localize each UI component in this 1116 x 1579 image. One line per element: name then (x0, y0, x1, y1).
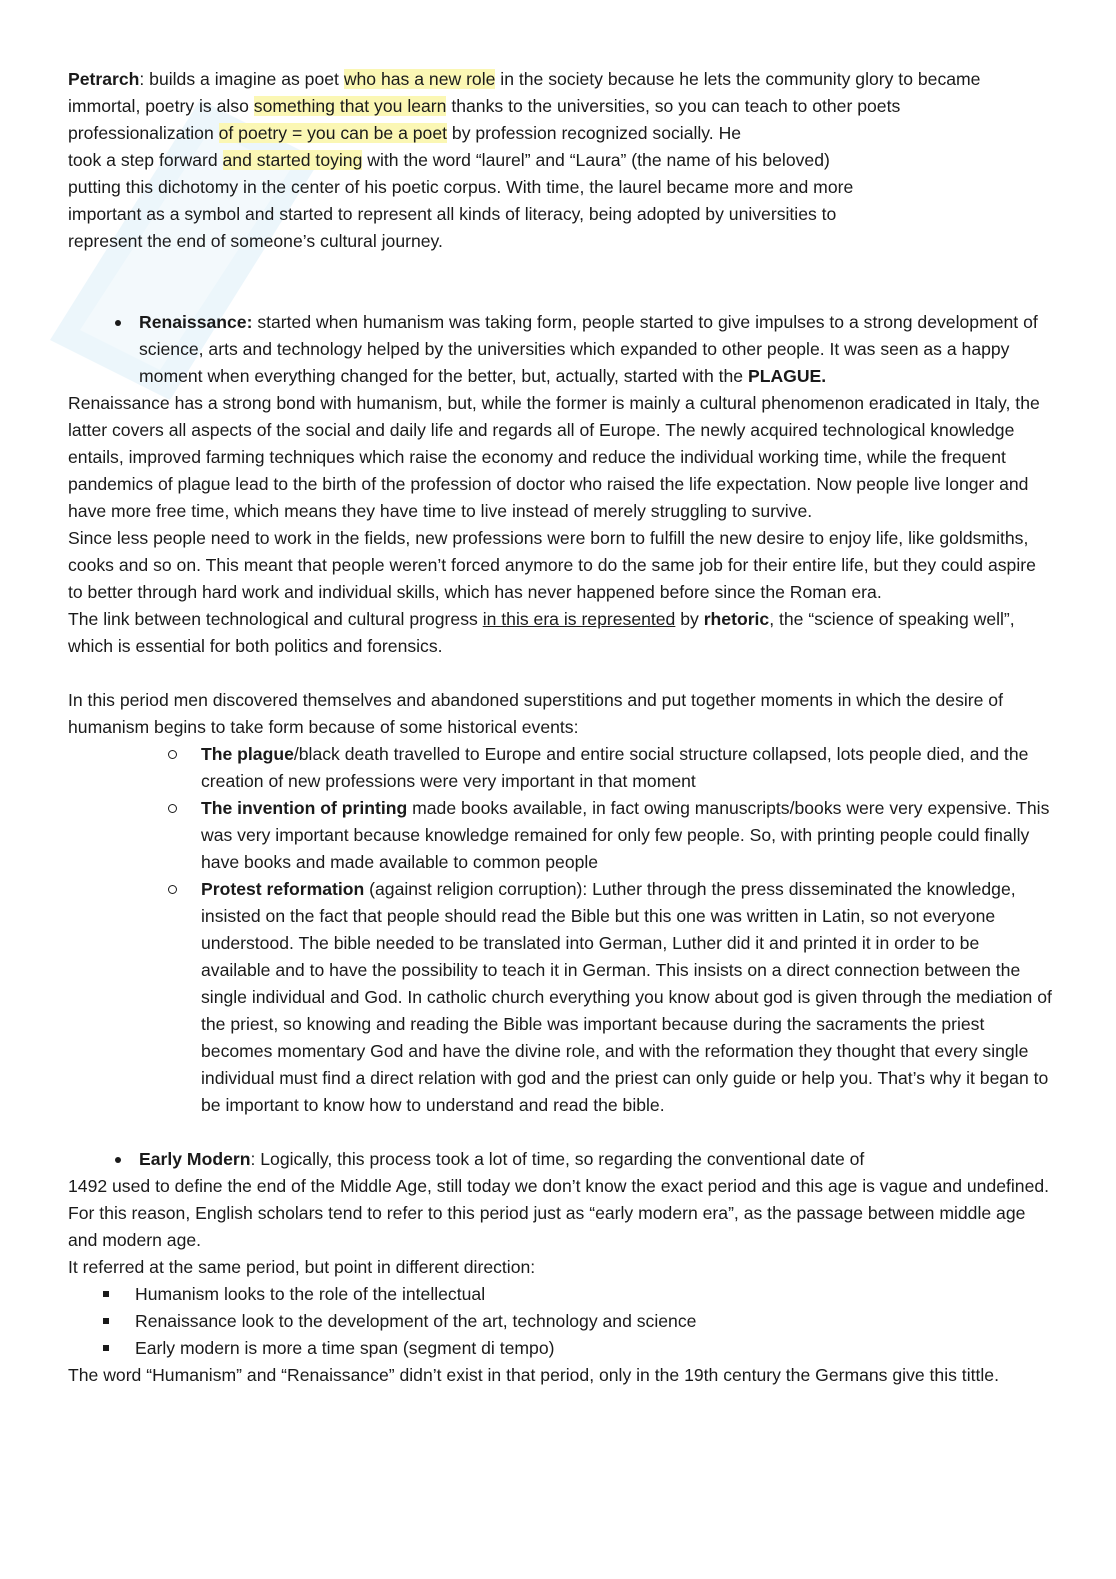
bullet-dot-icon (115, 320, 121, 326)
petrarch-line-4: took a step forward and started toying with the word “laurel” and “Laura” (the name of his beloved) (68, 150, 830, 170)
historical-events-section (68, 687, 1053, 1119)
petrarch-term: Petrarch (68, 69, 140, 89)
square-bullet-icon (103, 1291, 109, 1297)
rhetoric-term: rhetoric (703, 609, 770, 629)
list-item: Humanism looks to the role of the intellectual (68, 1281, 1053, 1308)
highlight: who has a new role (343, 69, 496, 89)
renaissance-bullet: Renaissance: started when humanism was taking form, people started to give impulses to a strong development of science, arts and technology helped by the universities which expanded to other people. It was seen as a happy moment when everything changed for the better, but, actually, started with the PLAGUE. (68, 309, 1053, 390)
list-item: Renaissance look to the development of the art, technology and science (68, 1308, 1053, 1335)
petrarch-section (68, 66, 1053, 255)
early-modern-bullet: Early Modern: Logically, this process took a lot of time, so regarding the conventional date of (68, 1146, 1053, 1173)
highlight: and started toying (222, 150, 363, 170)
circle-bullet-icon (168, 750, 177, 759)
circle-bullet-icon (168, 804, 177, 813)
highlight: of poetry = you can be a poet (218, 123, 448, 143)
square-bullet-icon (103, 1345, 109, 1351)
renaissance-paragraph-1: Renaissance has a strong bond with humanism, but, while the former is mainly a cultural phenomenon eradicated in Italy, the latter covers all aspects of the social and daily life and regards all of Europe. The newly acquired technological knowledge entails, improved farming techniques which raise the economy and reduce the individual working time, while the frequent pandemics of plague lead to the birth of the profession of doctor who raised the life expectation. Now people live longer and have more free time, which means they have time to live instead of merely struggling to survive. (68, 393, 1040, 521)
list-item: The plague/black death travelled to Europe and entire social structure collapsed, lots people died, and the creation of new professions were very important in that moment (68, 741, 1053, 795)
underlined-phrase: in this era is represented (482, 609, 676, 629)
list-item: Early modern is more a time span (segment di tempo) (68, 1335, 1053, 1362)
list-item: Protest reformation (against religion corruption): Luther through the press disseminated the knowledge, insisted on the fact that people should read the Bible but this one was written in Latin, so not everyone understood. The bible needed to be translated into German, Luther did it and printed it in order to be available and to have the possibility to teach it in German. This insists on a direct connection between the single individual and God. In catholic church everything you know about god is given through the mediation of the priest, so knowing and reading the Bible was important because during the sacraments the priest becomes momentary God and have the divine role, and with the reformation they thought that every single individual must find a direct relation with god and the priest can only guide or help you. That’s why it began to be important to know how to understand and read the bible. (68, 876, 1053, 1119)
early-modern-section (68, 1146, 1053, 1389)
highlight: something that you learn (253, 96, 447, 116)
renaissance-paragraph-3: The link between technological and cultural progress in this era is represented by rhetoric, the “science of speaking well”, which is essential for both politics and forensics. (68, 609, 1015, 656)
petrarch-line-5: putting this dichotomy in the center of his poetic corpus. With time, the laurel became more and more (68, 177, 854, 197)
early-modern-paragraph-1: 1492 used to define the end of the Middle Age, still today we don’t know the exact period and this age is vague and undefined. For this reason, English scholars tend to refer to this period just as “early modern era”, as the passage between middle age and modern age. (68, 1176, 1050, 1250)
petrarch-line-1: Petrarch: builds a imagine as poet who has a new role in the society because he lets the community glory to became (68, 69, 981, 89)
square-bullet-icon (103, 1318, 109, 1324)
events-intro: In this period men discovered themselves and abandoned superstitions and put together moments in which the desire of humanism begins to take form because of some historical events: (68, 690, 1003, 737)
petrarch-line-3: professionalization of poetry = you can be a poet by profession recognized socially. He (68, 123, 742, 143)
early-modern-term: Early Modern (139, 1149, 251, 1169)
renaissance-section (68, 309, 1053, 660)
early-modern-paragraph-2: It referred at the same period, but point in different direction: (68, 1257, 536, 1277)
renaissance-paragraph-2: Since less people need to work in the fields, new professions were born to fulfill the new desire to enjoy life, like goldsmiths, cooks and so on. This meant that people weren’t forced anymore to do the same job for their entire life, but they could aspire to better through hard work and individual skills, which has never happened before since the Roman era. (68, 528, 1036, 602)
renaissance-term: Renaissance: (139, 312, 253, 332)
petrarch-line-2: immortal, poetry is also something that you learn thanks to the universities, so you can teach to other poets (68, 96, 901, 116)
plague-term: PLAGUE. (747, 366, 827, 386)
directions-list (68, 1281, 1053, 1362)
circle-bullet-icon (168, 885, 177, 894)
bullet-dot-icon (115, 1157, 121, 1163)
document-page (68, 66, 1053, 1389)
list-item: The invention of printing made books available, in fact owing manuscripts/books were very expensive. This was very important because knowledge remained for only few people. So, with printing people could finally have books and made available to common people (68, 795, 1053, 876)
petrarch-line-6: important as a symbol and started to represent all kinds of literacy, being adopted by universities to (68, 204, 837, 224)
early-modern-paragraph-3: The word “Humanism” and “Renaissance” didn’t exist in that period, only in the 19th century the Germans give this tittle. (68, 1365, 999, 1385)
events-list (68, 741, 1053, 1119)
petrarch-line-7: represent the end of someone’s cultural journey. (68, 231, 443, 251)
